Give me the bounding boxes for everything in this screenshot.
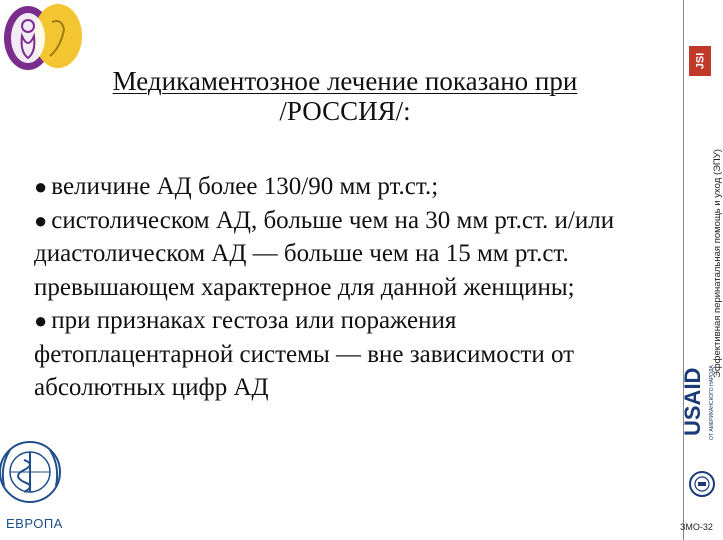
- bullet-dot-icon: ●: [34, 174, 48, 199]
- jsi-logo: [689, 46, 711, 76]
- bullet-text: при признаках гестоза или поражения фетоплацентарной системы — вне зависимости от абсолютных цифр АД: [34, 307, 575, 401]
- bullet-text: систолическом АД, больше чем на 30 мм рт.ст. и/или диастолическом АД — больше чем на 15 мм рт.ст. превышающем характерное для данной женщины;: [34, 206, 615, 301]
- slide-body: [34, 170, 644, 405]
- sidebar-vertical-caption: Эффективная перинатальная помощь и уход (ЭПУ): [712, 149, 723, 378]
- who-europe-label: ЕВРОПА: [6, 516, 63, 531]
- bullet-item: [34, 304, 644, 405]
- usaid-seal-icon: [688, 470, 716, 498]
- program-logo: [0, 0, 90, 76]
- slide-title: [40, 66, 650, 126]
- bullet-dot-icon: ●: [34, 308, 48, 333]
- bullet-item: [34, 170, 644, 204]
- sidebar-divider: [683, 0, 684, 540]
- slide-code: ЗМО-32: [680, 522, 713, 532]
- who-emblem-icon: [0, 426, 66, 522]
- bullet-item: [34, 204, 644, 305]
- bullet-text: величине АД более 130/90 мм рт.ст.;: [51, 173, 439, 200]
- jsi-logo-text: JSI: [693, 52, 706, 70]
- title-line-2: /РОССИЯ/:: [279, 96, 411, 126]
- usaid-logo: USAID: [680, 367, 705, 436]
- title-line-1: Медикаментозное лечение показано при: [112, 66, 578, 96]
- bullet-dot-icon: ●: [34, 207, 48, 233]
- usaid-tagline: ОТ АМЕРИКАНСКОГО НАРОДА: [709, 365, 715, 440]
